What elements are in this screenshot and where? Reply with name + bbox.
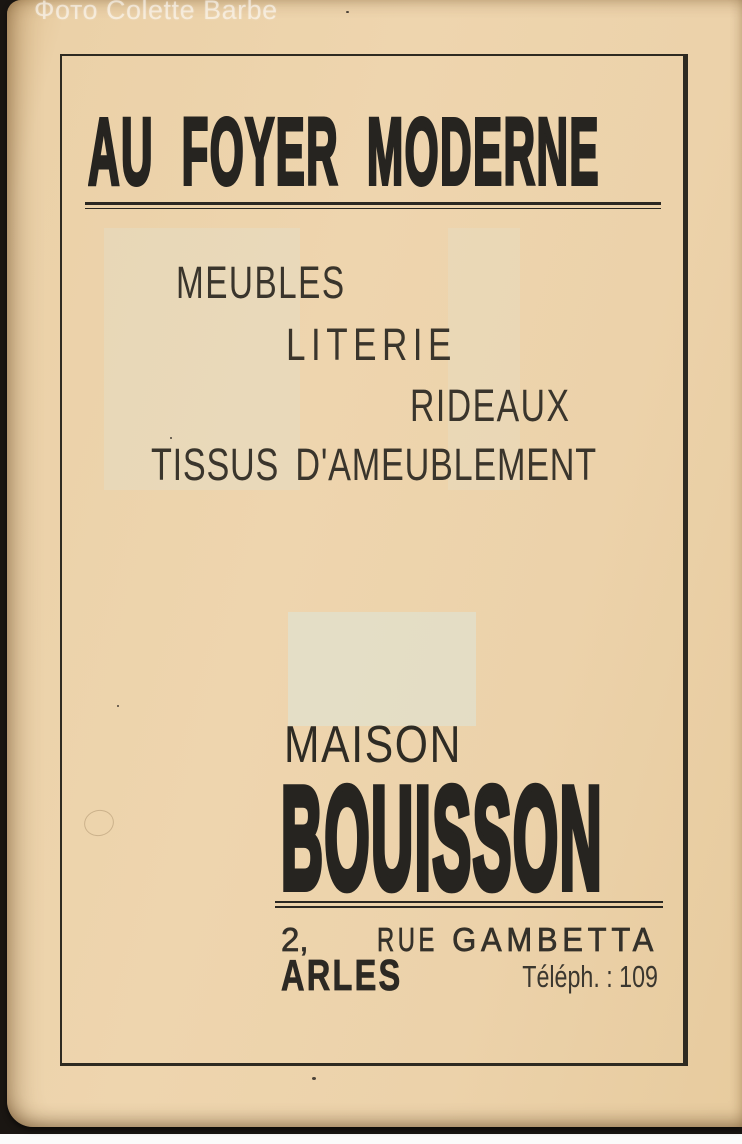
photo-credit-watermark: Фото Colette Barbe bbox=[34, 0, 278, 25]
phone-number: Téléph. : 109 bbox=[522, 959, 658, 994]
maison-label: MAISON bbox=[284, 716, 463, 774]
business-name: BOUISSON bbox=[281, 757, 604, 919]
product-line-tissus: TISSUS D'AMEUBLEMENT bbox=[151, 439, 597, 490]
product-line-meubles: MEUBLES bbox=[176, 257, 346, 308]
street-name: GAMBETTA bbox=[452, 921, 658, 958]
city-name: ARLES bbox=[281, 951, 403, 1000]
ad-headline: AU FOYER MODERNE bbox=[88, 99, 600, 205]
business-name-rule bbox=[275, 901, 663, 908]
product-line-literie: LITERIE bbox=[286, 319, 457, 370]
headline-rule bbox=[85, 202, 661, 209]
paper-speck bbox=[170, 437, 172, 439]
product-line-rideaux: RIDEAUX bbox=[410, 380, 571, 431]
paper-speck bbox=[346, 11, 349, 13]
street-number: 2, bbox=[281, 921, 309, 958]
paper-speck bbox=[312, 1077, 316, 1080]
paper-speck bbox=[117, 705, 119, 707]
street-type: RUE bbox=[377, 921, 438, 958]
